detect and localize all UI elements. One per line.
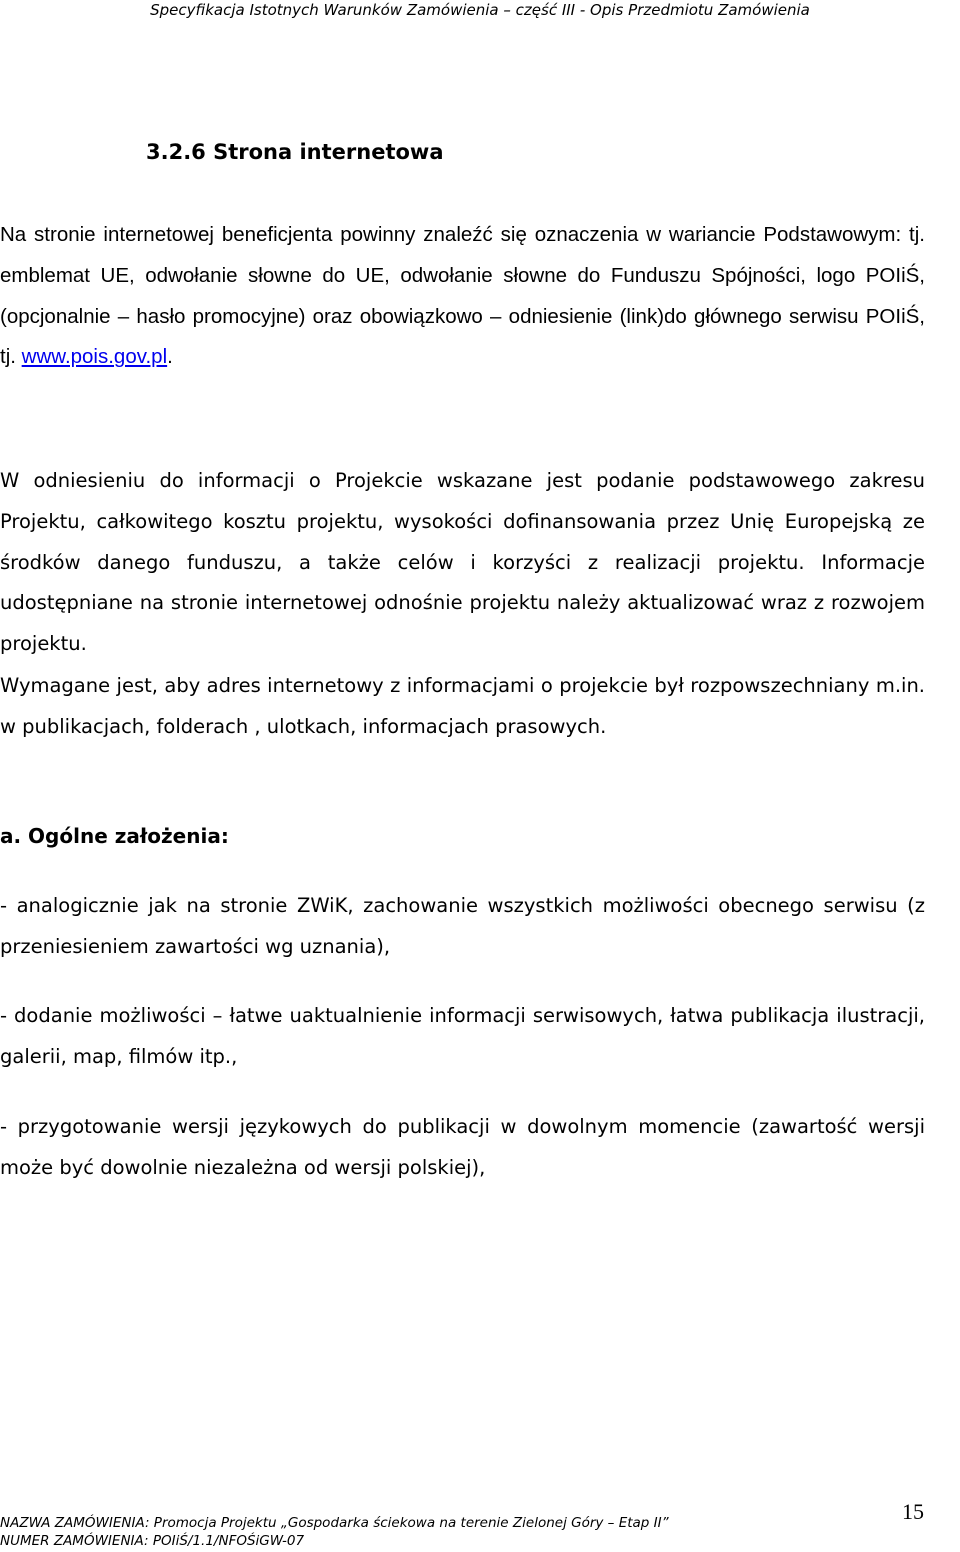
paragraph-text: Na stronie internetowej beneficjenta powinny znaleźć się oznaczenia w wariancie Podstawowym: tj. emblemat UE, odwołanie słowne do UE, odwołanie słowne do Funduszu Spójności, logo POIiŚ, (opcjonalnie – hasło promocyjne) oraz obowiązkowo – odniesienie (link)do głównego serwisu POIiŚ, tj. (0, 223, 925, 369)
bullet-item: - analogicznie jak na stronie ZWiK, zachowanie wszystkich możliwości obecnego serwisu (z przeniesieniem zawartości wg uznania), (0, 894, 925, 958)
page-number: 15 (902, 1499, 924, 1524)
paragraph-punctuation: . (167, 345, 173, 369)
bullet-item: - dodanie możliwości – łatwe uaktualnienie informacji serwisowych, łatwa publikacja ilustracji, galerii, map, filmów itp., (0, 1004, 925, 1068)
running-header: Specyfikacja Istotnych Warunków Zamówienia – część III - Opis Przedmiotu Zamówienia (150, 1, 810, 19)
pois-link[interactable]: www.pois.gov.pl (21, 345, 168, 369)
paragraph-website-markings (0, 215, 925, 378)
footer-order-name: NAZWA ZAMÓWIENIA: Promocja Projektu „Gospodarka ściekowa na terenie Zielonej Góry – Etap II” (0, 1515, 669, 1531)
paragraph-address-distribution: Wymagane jest, aby adres internetowy z informacjami o projekcie był rozpowszechniany m.in. w publikacjach, folderach , ulotkach, informacjach prasowych. (0, 674, 925, 738)
footer-order-number: NUMER ZAMÓWIENIA: POIiŚ/1.1/NFOŚiGW-07 (0, 1533, 305, 1549)
section-heading: 3.2.6 Strona internetowa (146, 140, 444, 164)
paragraph-project-info: W odniesieniu do informacji o Projekcie wskazane jest podanie podstawowego zakresu Projektu, całkowitego kosztu projektu, wysokości dofinansowania przez Unię Europejską ze środków danego funduszu, a także celów i korzyści z realizacji projektu. Informacje udostępniane na stronie internetowej odnośnie projektu należy aktualizować wraz z rozwojem projektu. (0, 469, 925, 656)
bullet-item: - przygotowanie wersji językowych do publikacji w dowolnym momencie (zawartość wersji może być dowolnie niezależna od wersji polskiej), (0, 1115, 925, 1179)
subsection-heading: a. Ogólne założenia: (0, 824, 229, 848)
